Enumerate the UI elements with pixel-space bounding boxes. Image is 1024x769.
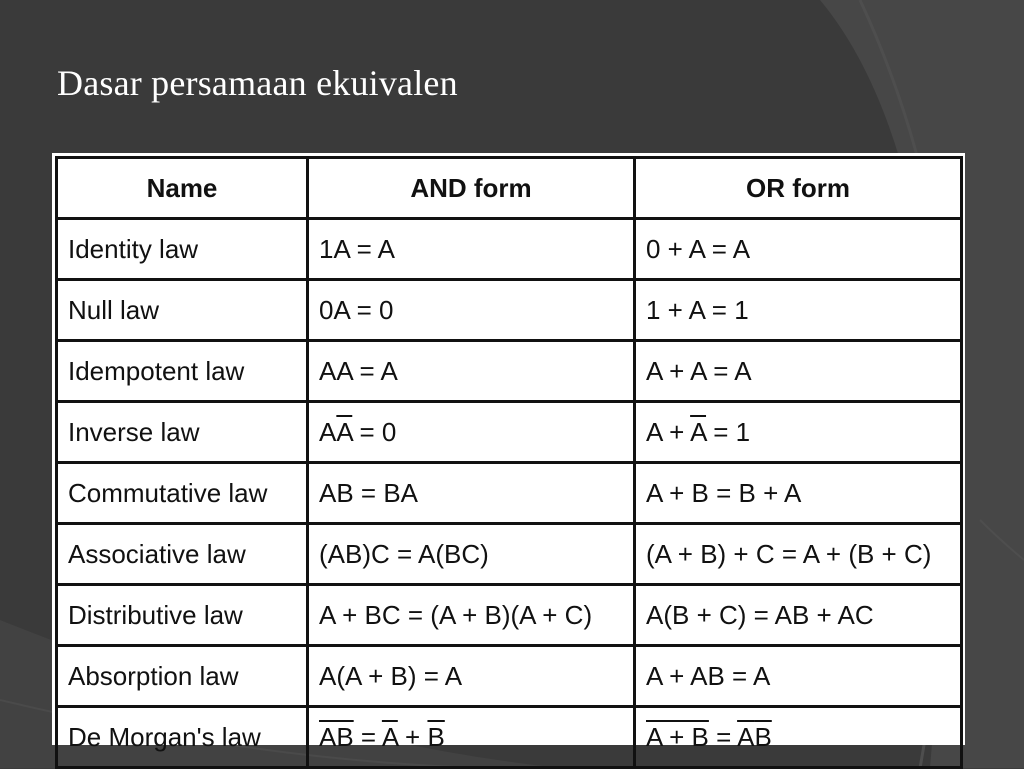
or-form-cell [635, 524, 962, 585]
or-form-cell [635, 707, 962, 768]
header-and-form: AND form [308, 158, 635, 219]
table-row [57, 646, 962, 707]
expression-term: A + AB = A [646, 661, 771, 691]
and-form-cell [308, 280, 635, 341]
expression-term: A + B = B + A [646, 478, 802, 508]
expression-term: A(A + B) = A [319, 661, 463, 691]
and-form-cell [308, 219, 635, 280]
complement-term: $\overline{A}$ [737, 722, 755, 752]
or-form-cell [635, 585, 962, 646]
expression-term: A + BC = (A + B)(A + C) [319, 600, 593, 630]
laws-table-frame [52, 153, 965, 752]
law-name-cell: De Morgan's law [57, 707, 308, 768]
or-form-cell [635, 402, 962, 463]
and-form-cell [308, 402, 635, 463]
expression-term: = 0 [352, 417, 397, 447]
table-row [57, 341, 962, 402]
expression-term: 1A = A [319, 234, 395, 264]
law-name-cell: Inverse law [57, 402, 308, 463]
law-name-cell: Idempotent law [57, 341, 308, 402]
law-name-cell: Absorption law [57, 646, 308, 707]
table-row [57, 280, 962, 341]
expression-term: 0 + A = A [646, 234, 751, 264]
and-form-cell [308, 341, 635, 402]
table-row [57, 219, 962, 280]
slide-title: Dasar persamaan ekuivalen [57, 63, 458, 103]
table-row [57, 402, 962, 463]
and-form-cell [308, 646, 635, 707]
and-form-cell [308, 707, 635, 768]
expression-term: (AB)C = A(BC) [319, 539, 489, 569]
law-name-cell: Null law [57, 280, 308, 341]
expression-term: + [397, 722, 428, 752]
table-row [57, 463, 962, 524]
boolean-laws-table [55, 156, 963, 769]
complement-term: $\overline{B}$ [427, 722, 445, 752]
complement-term: $\overline{AB}$ [319, 722, 354, 752]
complement-term: $\overline{A}$ [690, 417, 707, 447]
expression-term: A(B + C) = AB + AC [646, 600, 874, 630]
header-name: Name [57, 158, 308, 219]
expression-term: AA = A [319, 356, 398, 386]
and-form-cell [308, 463, 635, 524]
expression-term: A + A = A [646, 356, 752, 386]
law-name-cell: Associative law [57, 524, 308, 585]
complement-term: A + B [646, 722, 709, 752]
complement-term: $\overline{A}$ [336, 417, 353, 447]
complement-term: $\overline{B}$ [754, 722, 772, 752]
law-name-cell: Distributive law [57, 585, 308, 646]
law-name-cell: Identity law [57, 219, 308, 280]
expression-term: = [708, 722, 738, 752]
expression-term: A + [646, 417, 691, 447]
expression-term: (A + B) + C = A + (B + C) [646, 539, 932, 569]
or-form-cell [635, 463, 962, 524]
or-form-cell [635, 219, 962, 280]
or-form-cell [635, 341, 962, 402]
or-form-cell [635, 646, 962, 707]
expression-term: 1 + A = 1 [646, 295, 749, 325]
and-form-cell [308, 524, 635, 585]
table-row [57, 524, 962, 585]
table-row [57, 707, 962, 768]
expression-term: = [353, 722, 382, 752]
table-row [57, 585, 962, 646]
expression-term: AB = BA [319, 478, 418, 508]
header-or-form: OR form [635, 158, 962, 219]
expression-term: 0A = 0 [319, 295, 394, 325]
table-body [57, 219, 962, 768]
expression-term: A [319, 417, 337, 447]
expression-term: = 1 [706, 417, 751, 447]
and-form-cell [308, 585, 635, 646]
law-name-cell: Commutative law [57, 463, 308, 524]
or-form-cell [635, 280, 962, 341]
table-header-row [57, 158, 962, 219]
complement-term: $\overline{A}$ [381, 722, 398, 752]
